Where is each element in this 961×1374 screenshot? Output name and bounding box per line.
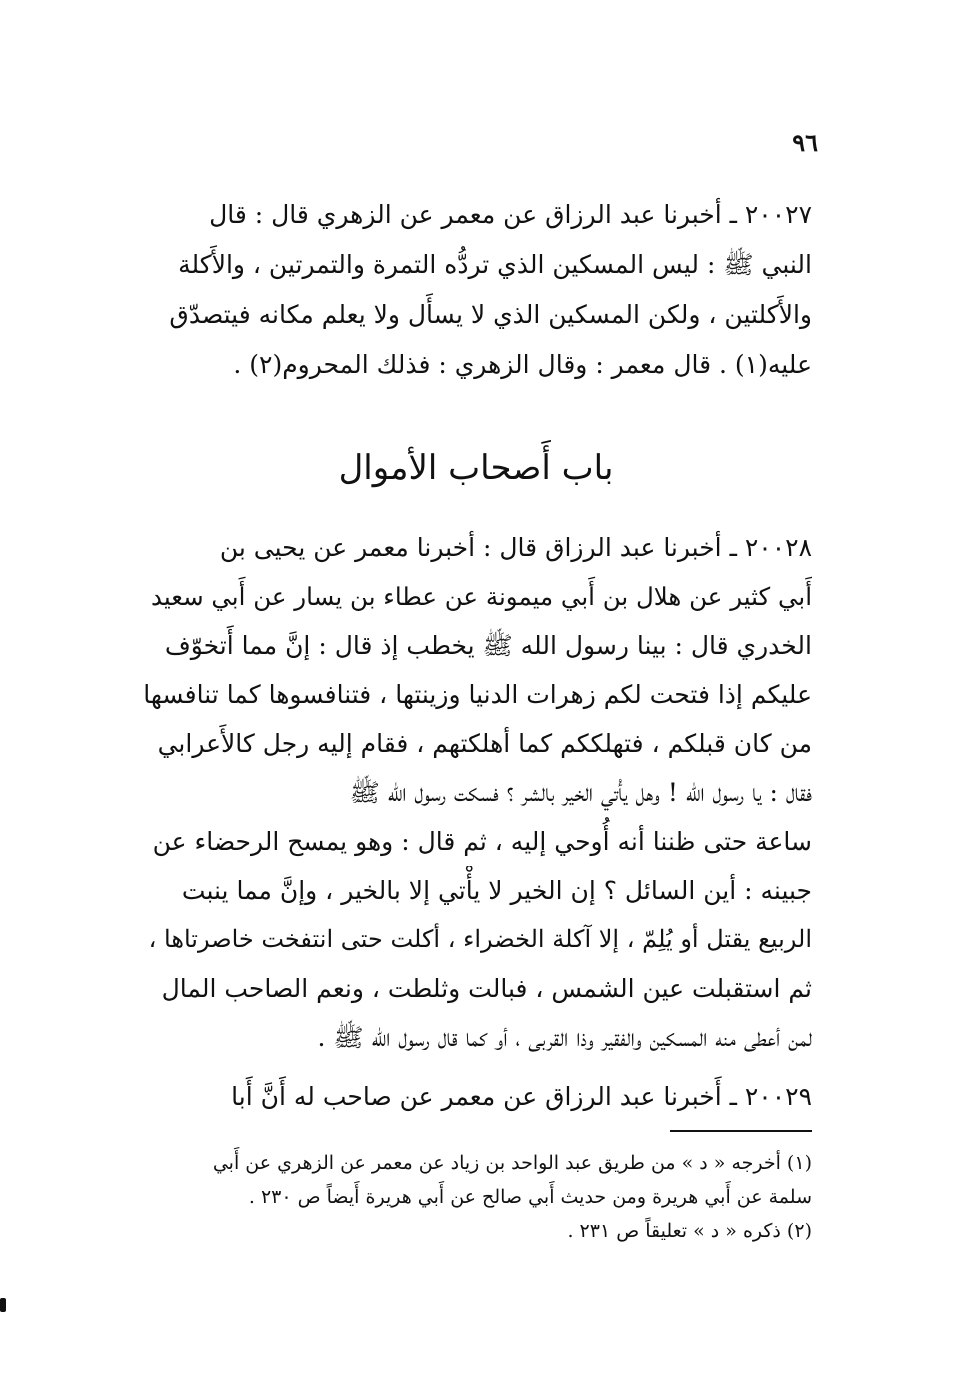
section-heading: باب أَصحاب الأموال xyxy=(338,448,614,488)
text-line: ٢٠٠٢٧ ـ أخبرنا عبد الرزاق عن معمر عن الزهري قال : قال xyxy=(209,200,812,229)
paragraph-hadith-20028 xyxy=(140,523,812,1062)
text-line: الربيع يقتل أو يُلِمّ ، إلا آكلة الخضراء ، أكلت حتى انتفخت خاصرتاها ، xyxy=(148,925,812,953)
text-line: من كان قبلكم ، فتهلككم كما أهلكتهم ، فقام إليه رجل كالأَعرابي xyxy=(157,729,812,758)
page-number: ٩٦ xyxy=(792,128,818,157)
text-line: لمن أعطى منه المسكين والفقير وذا القربى ، أو كما قال رسول الله ﷺ . xyxy=(317,1023,812,1052)
text-line: ساعة حتى ظننا أنه أُوحي إليه ، ثم قال : وهو يمسح الرحضاء عن xyxy=(152,827,812,856)
text-line: عليكم إذا فتحت لكم زهرات الدنيا وزينتها ، فتنافسوها كما تنافسها xyxy=(143,680,812,709)
text-line: عليه(١) . قال معمر : وقال الزهري : فذلك المحروم(٢) . xyxy=(233,350,812,379)
text-line: الخدري قال : بينا رسول الله ﷺ يخطب إذ قال : إنَّ مما أَتخوّف xyxy=(164,631,812,660)
footnote-line: (١) أخرجه « د » من طريق عبد الواحد بن زياد عن معمر عن الزهري عن أَبي xyxy=(212,1152,812,1174)
text-line: أَبي كثير عن هلال بن أَبي ميمونة عن عطاء بن يسار عن أَبي سعيد xyxy=(151,582,812,611)
footnote-line: (٢) ذكره « د » تعليقاً ص ٢٣١ . xyxy=(567,1220,812,1242)
footnote-divider xyxy=(670,1130,812,1132)
paragraph-hadith-20027 xyxy=(140,190,812,390)
text-line: جبينه : أين السائل ؟ إن الخير لا يأْتي إلا بالخير ، وإنَّ مما ينبت xyxy=(181,876,812,905)
text-line: فقال : يا رسول الله ! وهل يأْتي الخير بالشر ؟ فسكت رسول الله ﷺ xyxy=(349,778,812,807)
text-line: والأَكلتين ، ولكن المسكين الذي لا يسأَل ولا يعلم مكانه فيتصدّق xyxy=(169,300,812,329)
text-line: النبي ﷺ : ليس المسكين الذي تردُّه التمرة والتمرتين ، والأَكلة xyxy=(178,250,812,279)
scan-margin-mark xyxy=(0,1298,6,1312)
text-line: ثم استقبلت عين الشمس ، فبالت وثلطت ، ونعم الصاحب المال xyxy=(161,974,812,1003)
text-line: ٢٠٠٢٨ ـ أخبرنا عبد الرزاق قال : أخبرنا معمر عن يحيى بن xyxy=(219,533,812,562)
footnotes xyxy=(140,1146,812,1248)
text-line: ٢٠٠٢٩ ـ أَخبرنا عبد الرزاق عن معمر عن صاحب له أَنَّ أَبا xyxy=(231,1082,812,1111)
paragraph-hadith-20029 xyxy=(140,1072,812,1122)
footnote-line: سلمة عن أَبي هريرة ومن حديث أَبي صالح عن أَبي هريرة أَيضاً ص ٢٣٠ . xyxy=(248,1186,812,1208)
